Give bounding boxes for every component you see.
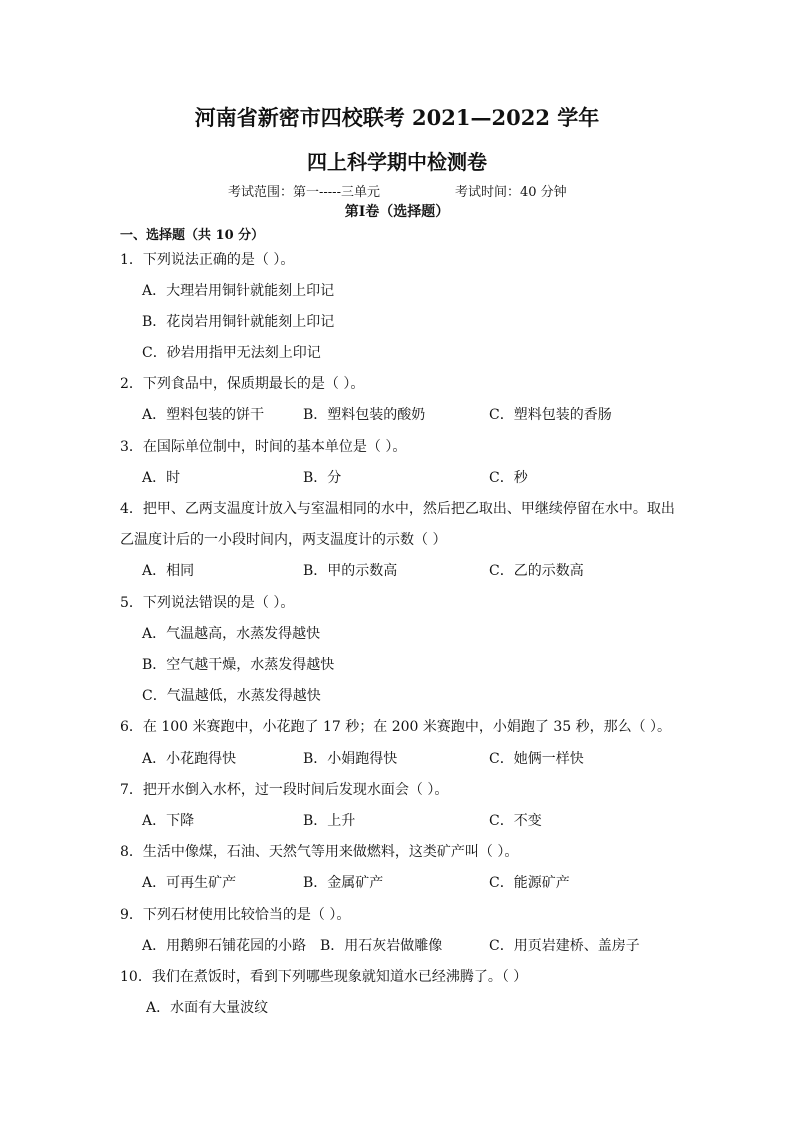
question-7-stem: 7．把开水倒入水杯，过一段时间后发现水面会（ ）。 — [120, 782, 449, 798]
question-5-stem: 5．下列说法错误的是（ ）。 — [120, 595, 295, 611]
document-subtitle: 四上科学期中检测卷 — [307, 150, 487, 174]
question-2-option-c: C．塑料包装的香肠 — [489, 407, 612, 423]
question-4-option-c: C．乙的示数高 — [489, 563, 584, 579]
question-3-option-a: A．时 — [142, 470, 181, 486]
question-7-option-a: A．下降 — [142, 813, 195, 829]
exam-range: 考试范围：第一-----三单元 — [228, 185, 380, 200]
question-3-option-c: C．秒 — [489, 470, 528, 486]
question-6-option-b: B．小娟跑得快 — [303, 751, 398, 767]
question-2-option-b: B．塑料包装的酸奶 — [303, 407, 426, 423]
question-10-stem: 10．我们在煮饭时，看到下列哪些现象就知道水已经沸腾了。（ ） — [120, 969, 528, 985]
question-7-option-b: B．上升 — [303, 813, 356, 829]
document-title: 河南省新密市四校联考 2021—2022 学年 — [194, 105, 600, 130]
question-6-stem: 6．在 100 米赛跑中，小花跑了 17 秒；在 200 米赛跑中，小娟跑了 35 秒，那么（ ）。 — [120, 719, 672, 735]
question-8-option-a: A．可再生矿产 — [142, 875, 237, 891]
question-1-option-b: B．花岗岩用铜针就能刻上印记 — [142, 314, 335, 330]
section-title: 第Ⅰ卷（选择题） — [344, 204, 450, 220]
question-4-stem-continued: 乙温度计后的一小段时间内，两支温度计的示数（ ） — [120, 532, 447, 548]
question-9-option-a: A．用鹅卵石铺花园的小路 — [142, 938, 307, 954]
part-title: 一、选择题（共 10 分） — [120, 228, 265, 243]
question-9-option-c: C．用页岩建桥、盖房子 — [489, 938, 640, 954]
question-1-option-c: C．砂岩用指甲无法刻上印记 — [142, 345, 321, 361]
question-1-stem: 1．下列说法正确的是（ ）。 — [120, 252, 295, 268]
question-3-option-b: B．分 — [303, 470, 342, 486]
question-4-option-a: A．相同 — [142, 563, 195, 579]
question-5-option-c: C．气温越低，水蒸发得越快 — [142, 688, 321, 704]
question-10-option-a: A．水面有大量波纹 — [146, 1000, 269, 1016]
question-3-stem: 3．在国际单位制中，时间的基本单位是（ ）。 — [120, 439, 407, 455]
question-9-stem: 9．下列石材使用比较恰当的是（ ）。 — [120, 907, 351, 923]
question-5-option-a: A．气温越高，水蒸发得越快 — [142, 626, 321, 642]
question-2-option-a: A．塑料包装的饼干 — [142, 407, 265, 423]
question-5-option-b: B．空气越干燥，水蒸发得越快 — [142, 657, 335, 673]
question-9-option-b: B．用石灰岩做雕像 — [320, 938, 443, 954]
question-1-option-a: A．大理岩用铜针就能刻上印记 — [142, 283, 335, 299]
question-7-option-c: C．不变 — [489, 813, 542, 829]
question-6-option-a: A．小花跑得快 — [142, 751, 237, 767]
question-2-stem: 2．下列食品中，保质期最长的是（ ）。 — [120, 376, 365, 392]
question-8-option-b: B．金属矿产 — [303, 875, 384, 891]
question-8-option-c: C．能源矿产 — [489, 875, 570, 891]
question-4-stem: 4．把甲、乙两支温度计放入与室温相同的水中，然后把乙取出、甲继续停留在水中。取出 — [120, 501, 675, 517]
question-6-option-c: C．她俩一样快 — [489, 751, 584, 767]
question-8-stem: 8．生活中像煤，石油、天然气等用来做燃料，这类矿产叫（ ）。 — [120, 844, 519, 860]
question-4-option-b: B．甲的示数高 — [303, 563, 398, 579]
exam-time: 考试时间：40 分钟 — [455, 185, 567, 200]
